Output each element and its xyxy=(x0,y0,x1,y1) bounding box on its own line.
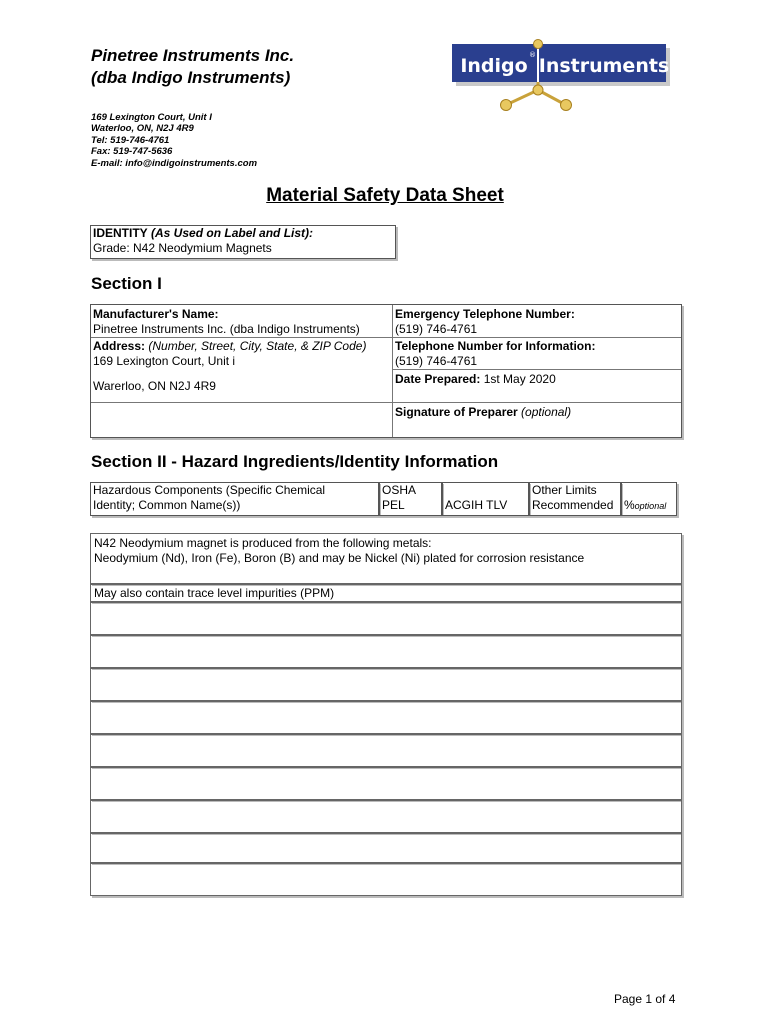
acgih-tlv-header: ACGIH TLV xyxy=(442,482,529,516)
address-label: Address: xyxy=(93,339,146,353)
hazard-row-empty xyxy=(90,833,682,863)
emergency-phone-cell xyxy=(393,307,681,337)
company-name xyxy=(91,45,294,89)
address-line1: 169 Lexington Court, Unit i xyxy=(93,354,236,368)
manufacturer-value: Pinetree Instruments Inc. (dba Indigo Instruments) xyxy=(93,322,360,336)
other-limits-header: Other Limits Recommended xyxy=(529,482,621,516)
identity-box xyxy=(90,225,396,259)
hazard-row-empty xyxy=(90,602,682,635)
hazard-row-empty xyxy=(90,701,682,734)
phone-line: Tel: 519-746-4761 xyxy=(91,134,170,146)
hazard-row-empty xyxy=(90,863,682,896)
section-1-title: Section I xyxy=(91,274,162,293)
hazard-row xyxy=(90,533,682,584)
company-address xyxy=(91,112,257,169)
info-phone-value: (519) 746-4761 xyxy=(395,354,478,368)
emergency-phone-value: (519) 746-4761 xyxy=(395,322,478,336)
logo-right-text: Instruments xyxy=(538,55,670,77)
hazard-components-header: Hazardous Components (Specific Chemical Identity; Common Name(s)) xyxy=(90,482,379,516)
section-1-table xyxy=(90,304,682,438)
percent-header: %optional xyxy=(621,482,677,516)
manufacturer-cell xyxy=(91,307,391,337)
percent-optional-hint: optional xyxy=(634,501,667,511)
manufacturer-label: Manufacturer's Name: xyxy=(93,307,219,321)
hazard-row-empty xyxy=(90,668,682,701)
document-title: Material Safety Data Sheet xyxy=(266,185,504,206)
date-prepared-cell xyxy=(393,372,681,387)
address-cell xyxy=(91,339,391,394)
address-hint: (Number, Street, City, State, & ZIP Code) xyxy=(148,339,367,353)
identity-value: Grade: N42 Neodymium Magnets xyxy=(93,241,272,255)
address-line: 169 Lexington Court, Unit I xyxy=(91,112,212,123)
hazard-row-empty xyxy=(90,767,682,800)
address-line: Waterloo, ON, N2J 4R9 xyxy=(91,123,194,135)
emergency-phone-label: Emergency Telephone Number: xyxy=(395,307,575,321)
date-prepared-value: 1st May 2020 xyxy=(483,372,556,386)
info-phone-cell xyxy=(393,339,681,369)
hazard-row-empty xyxy=(90,800,682,833)
hazard-row-line: Neodymium (Nd), Iron (Fe), Boron (B) and may be Nickel (Ni) plated for corrosion resistance xyxy=(94,551,585,565)
osha-pel-header: OSHA PEL xyxy=(379,482,442,516)
date-prepared-label: Date Prepared: xyxy=(395,372,481,386)
company-name-line2: (dba Indigo Instruments) xyxy=(91,68,291,87)
logo-registered-mark: ® xyxy=(529,51,536,59)
section-2-title: Section II - Hazard Ingredients/Identity Information xyxy=(91,452,499,471)
hazard-row: May also contain trace level impurities (PPM) xyxy=(90,584,682,602)
info-phone-label: Telephone Number for Information: xyxy=(395,339,596,353)
signature-label: Signature of Preparer xyxy=(395,405,518,419)
address-line2: Warerloo, ON N2J 4R9 xyxy=(93,379,216,393)
email-line: E-mail: info@indigoinstruments.com xyxy=(91,157,258,169)
page-number: Page 1 of 4 xyxy=(614,992,676,1006)
identity-label: IDENTITY xyxy=(93,226,148,240)
identity-label-hint: (As Used on Label and List): xyxy=(151,226,314,240)
signature-cell xyxy=(393,405,681,420)
hazard-header-row xyxy=(0,482,770,516)
hazard-row-line: N42 Neodymium magnet is produced from the following metals: xyxy=(94,536,432,550)
hazard-row-empty xyxy=(90,734,682,767)
logo-left-text: Indigo xyxy=(460,55,528,77)
fax-line: Fax: 519-747-5636 xyxy=(91,146,173,158)
indigo-instruments-logo xyxy=(446,38,678,114)
hazard-row-empty xyxy=(90,635,682,668)
signature-hint: (optional) xyxy=(521,405,572,419)
company-name-line1: Pinetree Instruments Inc. xyxy=(91,46,295,65)
